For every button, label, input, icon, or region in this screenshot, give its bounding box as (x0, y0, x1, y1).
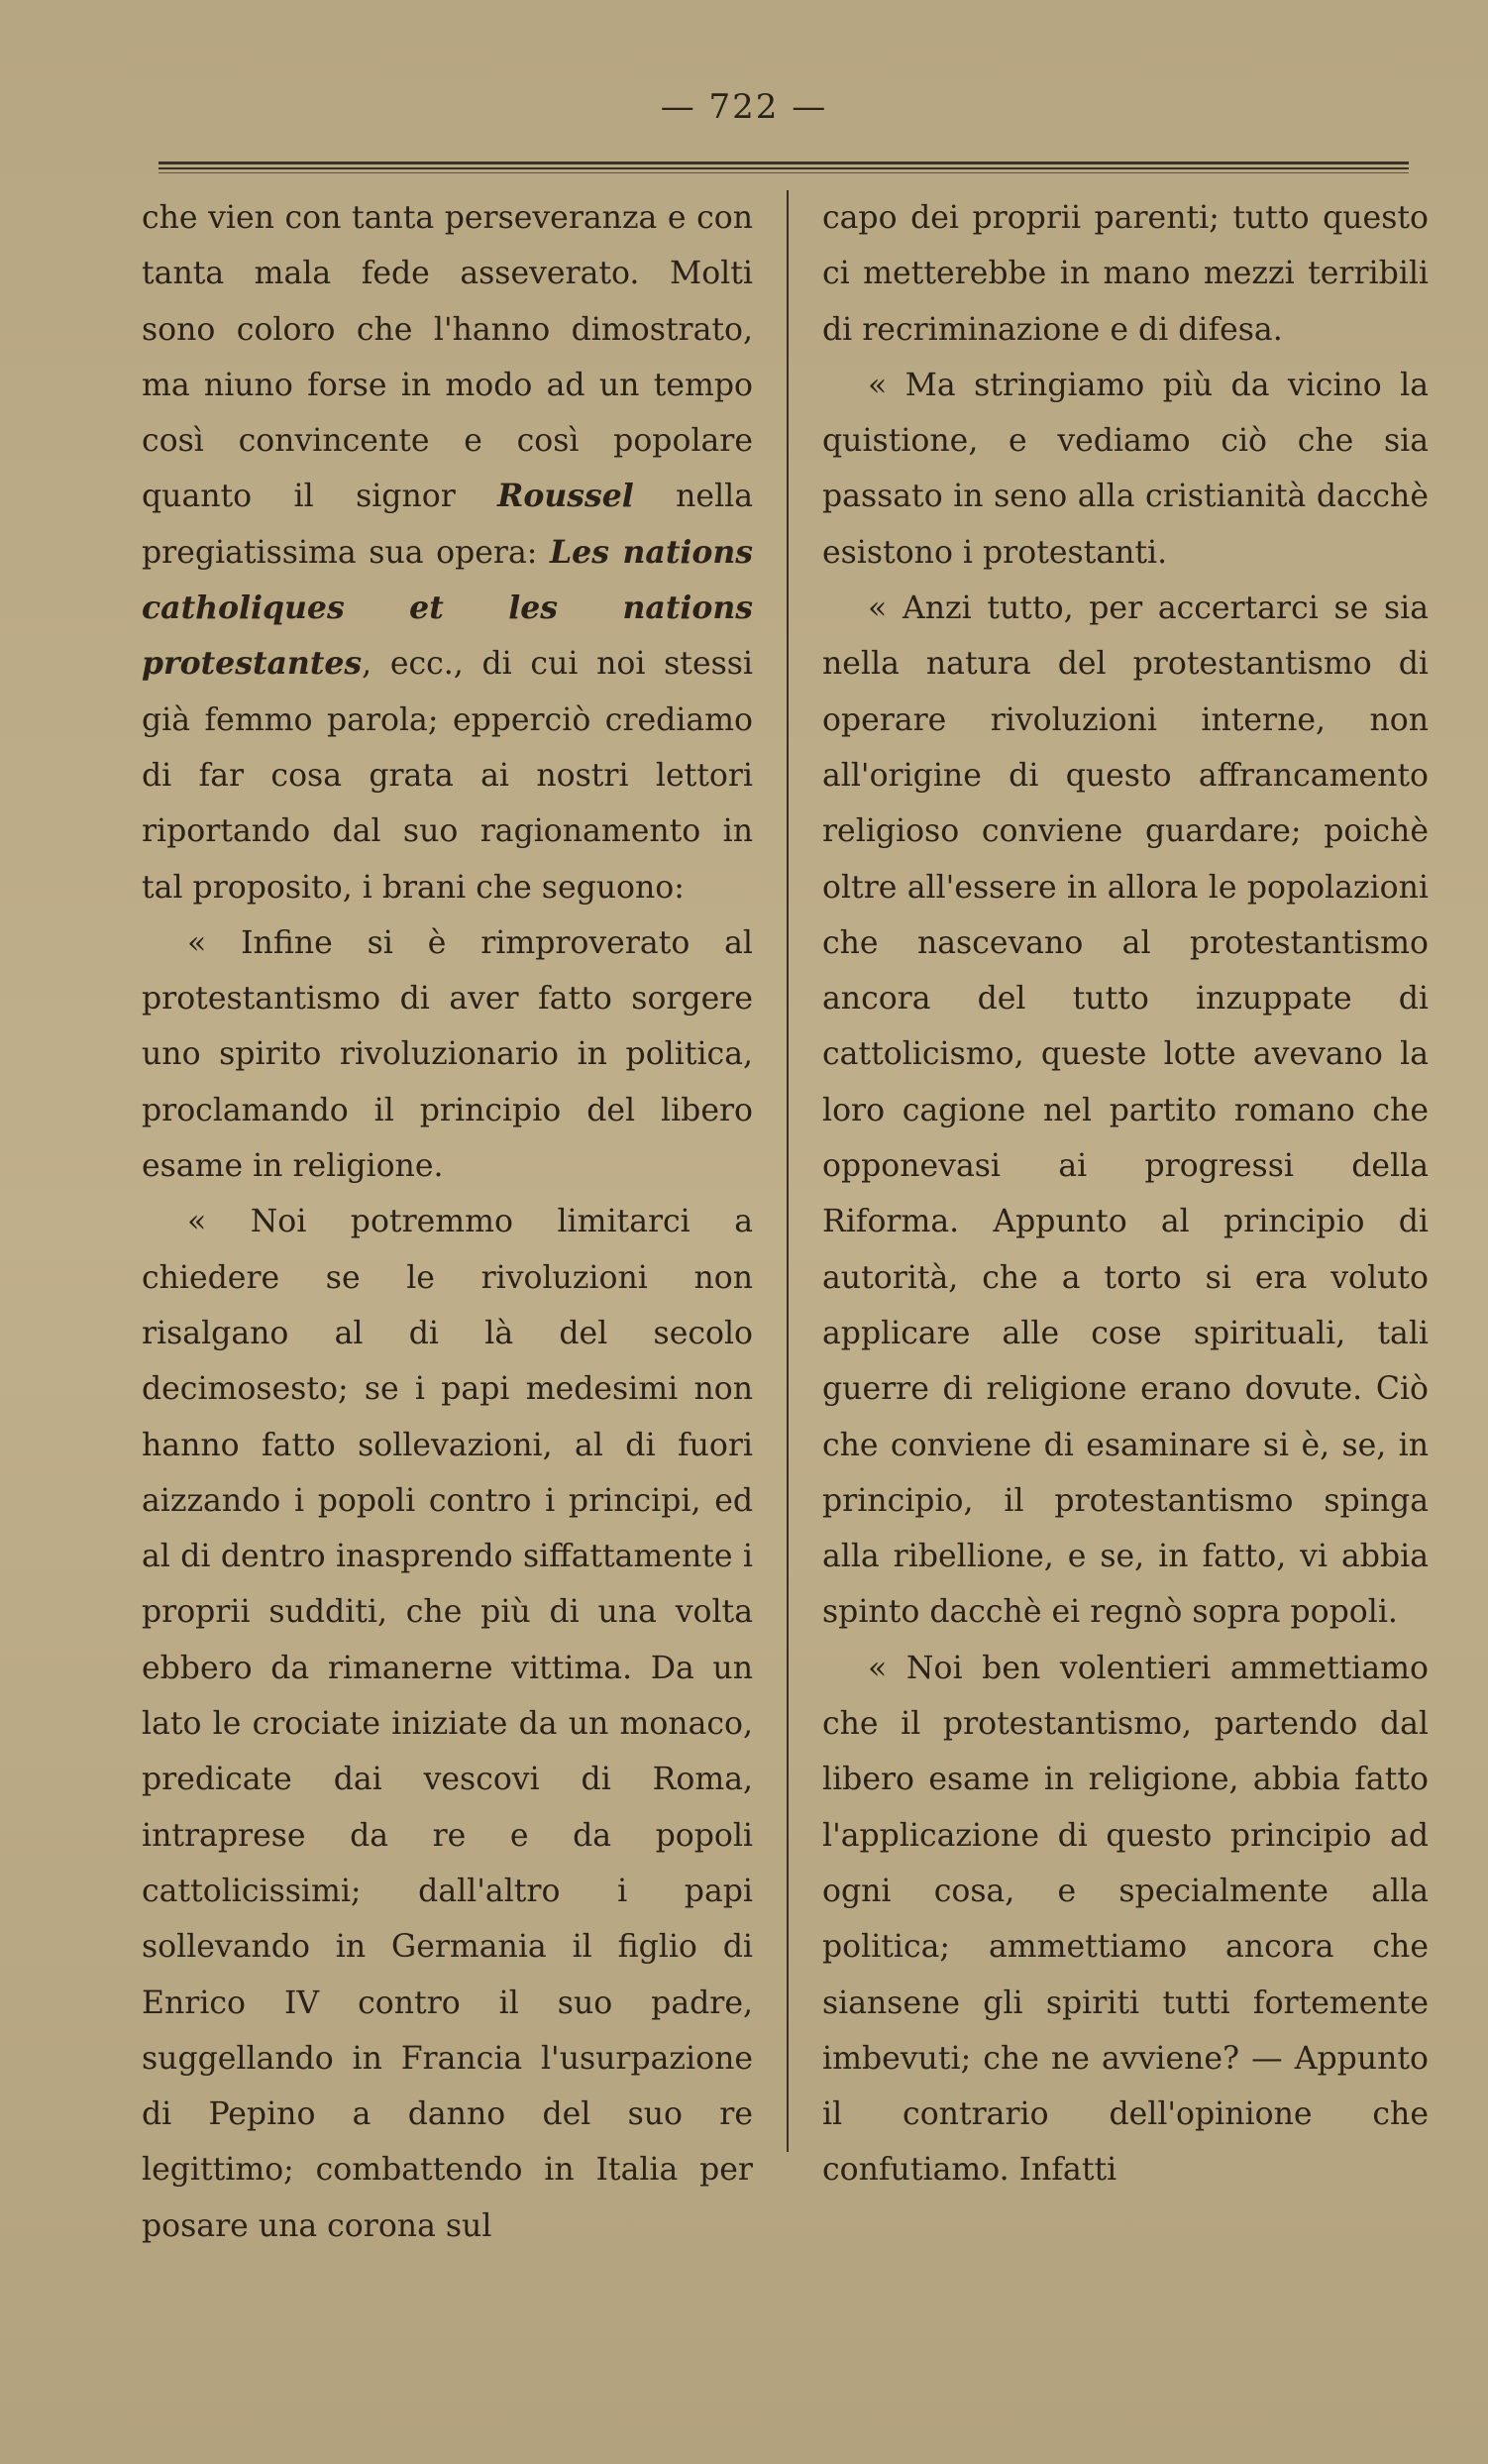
paragraph: « Noi ben volentieri ammettiamo che il protestantismo, partendo dal libero esame in religione, abbia fatto l'applicazione di questo principio ad ogni cosa, e specialmente alla politica; ammettiamo ancora che siansene gli spiriti tutti fortemente imbevuti; che ne avviene? — Appunto il contrario dell'opinione che confutiamo. Infatti (822, 1650, 1429, 2189)
right-column (822, 190, 1429, 2198)
paragraph: capo dei proprii parenti; tutto questo ci metterebbe in mano mezzi terribili di recriminazione e di difesa. (822, 200, 1429, 348)
paragraph: « Ma stringiamo più da vicino la quistione, e vediamo ciò che sia passato in seno alla cristianità dacchè esistono i protestanti. (822, 367, 1429, 571)
left-column (142, 190, 753, 2254)
book-title: Les nations catholiques et les nations protestantes (142, 533, 753, 683)
page-number: — 722 — (660, 87, 828, 127)
header-rule (159, 161, 1409, 164)
paragraph: « Noi potremmo limitarci a chiedere se le rivoluzioni non risalgano al di là del secolo decimosesto; se i papi medesimi non hanno fatto sollevazioni, al di fuori aizzando i popoli contro i principi, ed al di dentro inasprendo siffattamente i proprii sudditi, che più di una volta ebbero da rimanerne vittima. Da un lato le crociate iniziate da un monaco, predicate dai vescovi di Roma, intraprese da re e da popoli cattolicissimi; dall'altro i papi sollevando in Germania il figlio di Enrico IV contro il suo padre, suggellando in Francia l'usurpazione di Pepino a danno del suo re legittimo; combattendo in Italia per posare una corona sul (142, 1204, 753, 2244)
paragraph: « Infine si è rimproverato al protestantismo di aver fatto sorgere uno spirito rivoluzionario in politica, proclamando il principio del libero esame in religione. (142, 924, 753, 1185)
author-name: Roussel (497, 478, 634, 515)
paragraph: « Anzi tutto, per accertarci se sia nella natura del protestantismo di operare rivoluzioni interne, non all'origine di questo affrancamento religioso conviene guardare; poichè oltre all'essere in allora le popolazioni che nascevano al protestantismo ancora del tutto inzuppate di cattolicismo, queste lotte avevano la loro cagione nel partito romano che opponevasi ai progressi della Riforma. Appunto al principio di autorità, che a torto si era voluto applicare alle cose spirituali, tali guerre di religione erano dovute. Ciò che conviene di esaminare si è, se, in principio, il protestantismo spinga alla ribellione, e se, in fatto, vi abbia spinto dacchè ei regnò sopra popoli. (822, 590, 1429, 1631)
paragraph: che vien con tanta perseveranza e con tanta mala fede asseverato. Molti sono coloro che l'hanno dimostrato, ma niuno forse in modo ad un tempo così convincente e così popolare quanto il signor Roussel nella pregiatissima sua opera: Les nations catholiques et les nations protestantes, ecc., di cui noi stessi già femmo parola; epperciò crediamo di far cosa grata ai nostri lettori riportando dal suo ragionamento in tal proposito, i brani che seguono: (142, 200, 753, 906)
header-rule-double (159, 167, 1409, 169)
header-rule-thin (159, 172, 1409, 173)
column-divider (787, 190, 789, 2152)
